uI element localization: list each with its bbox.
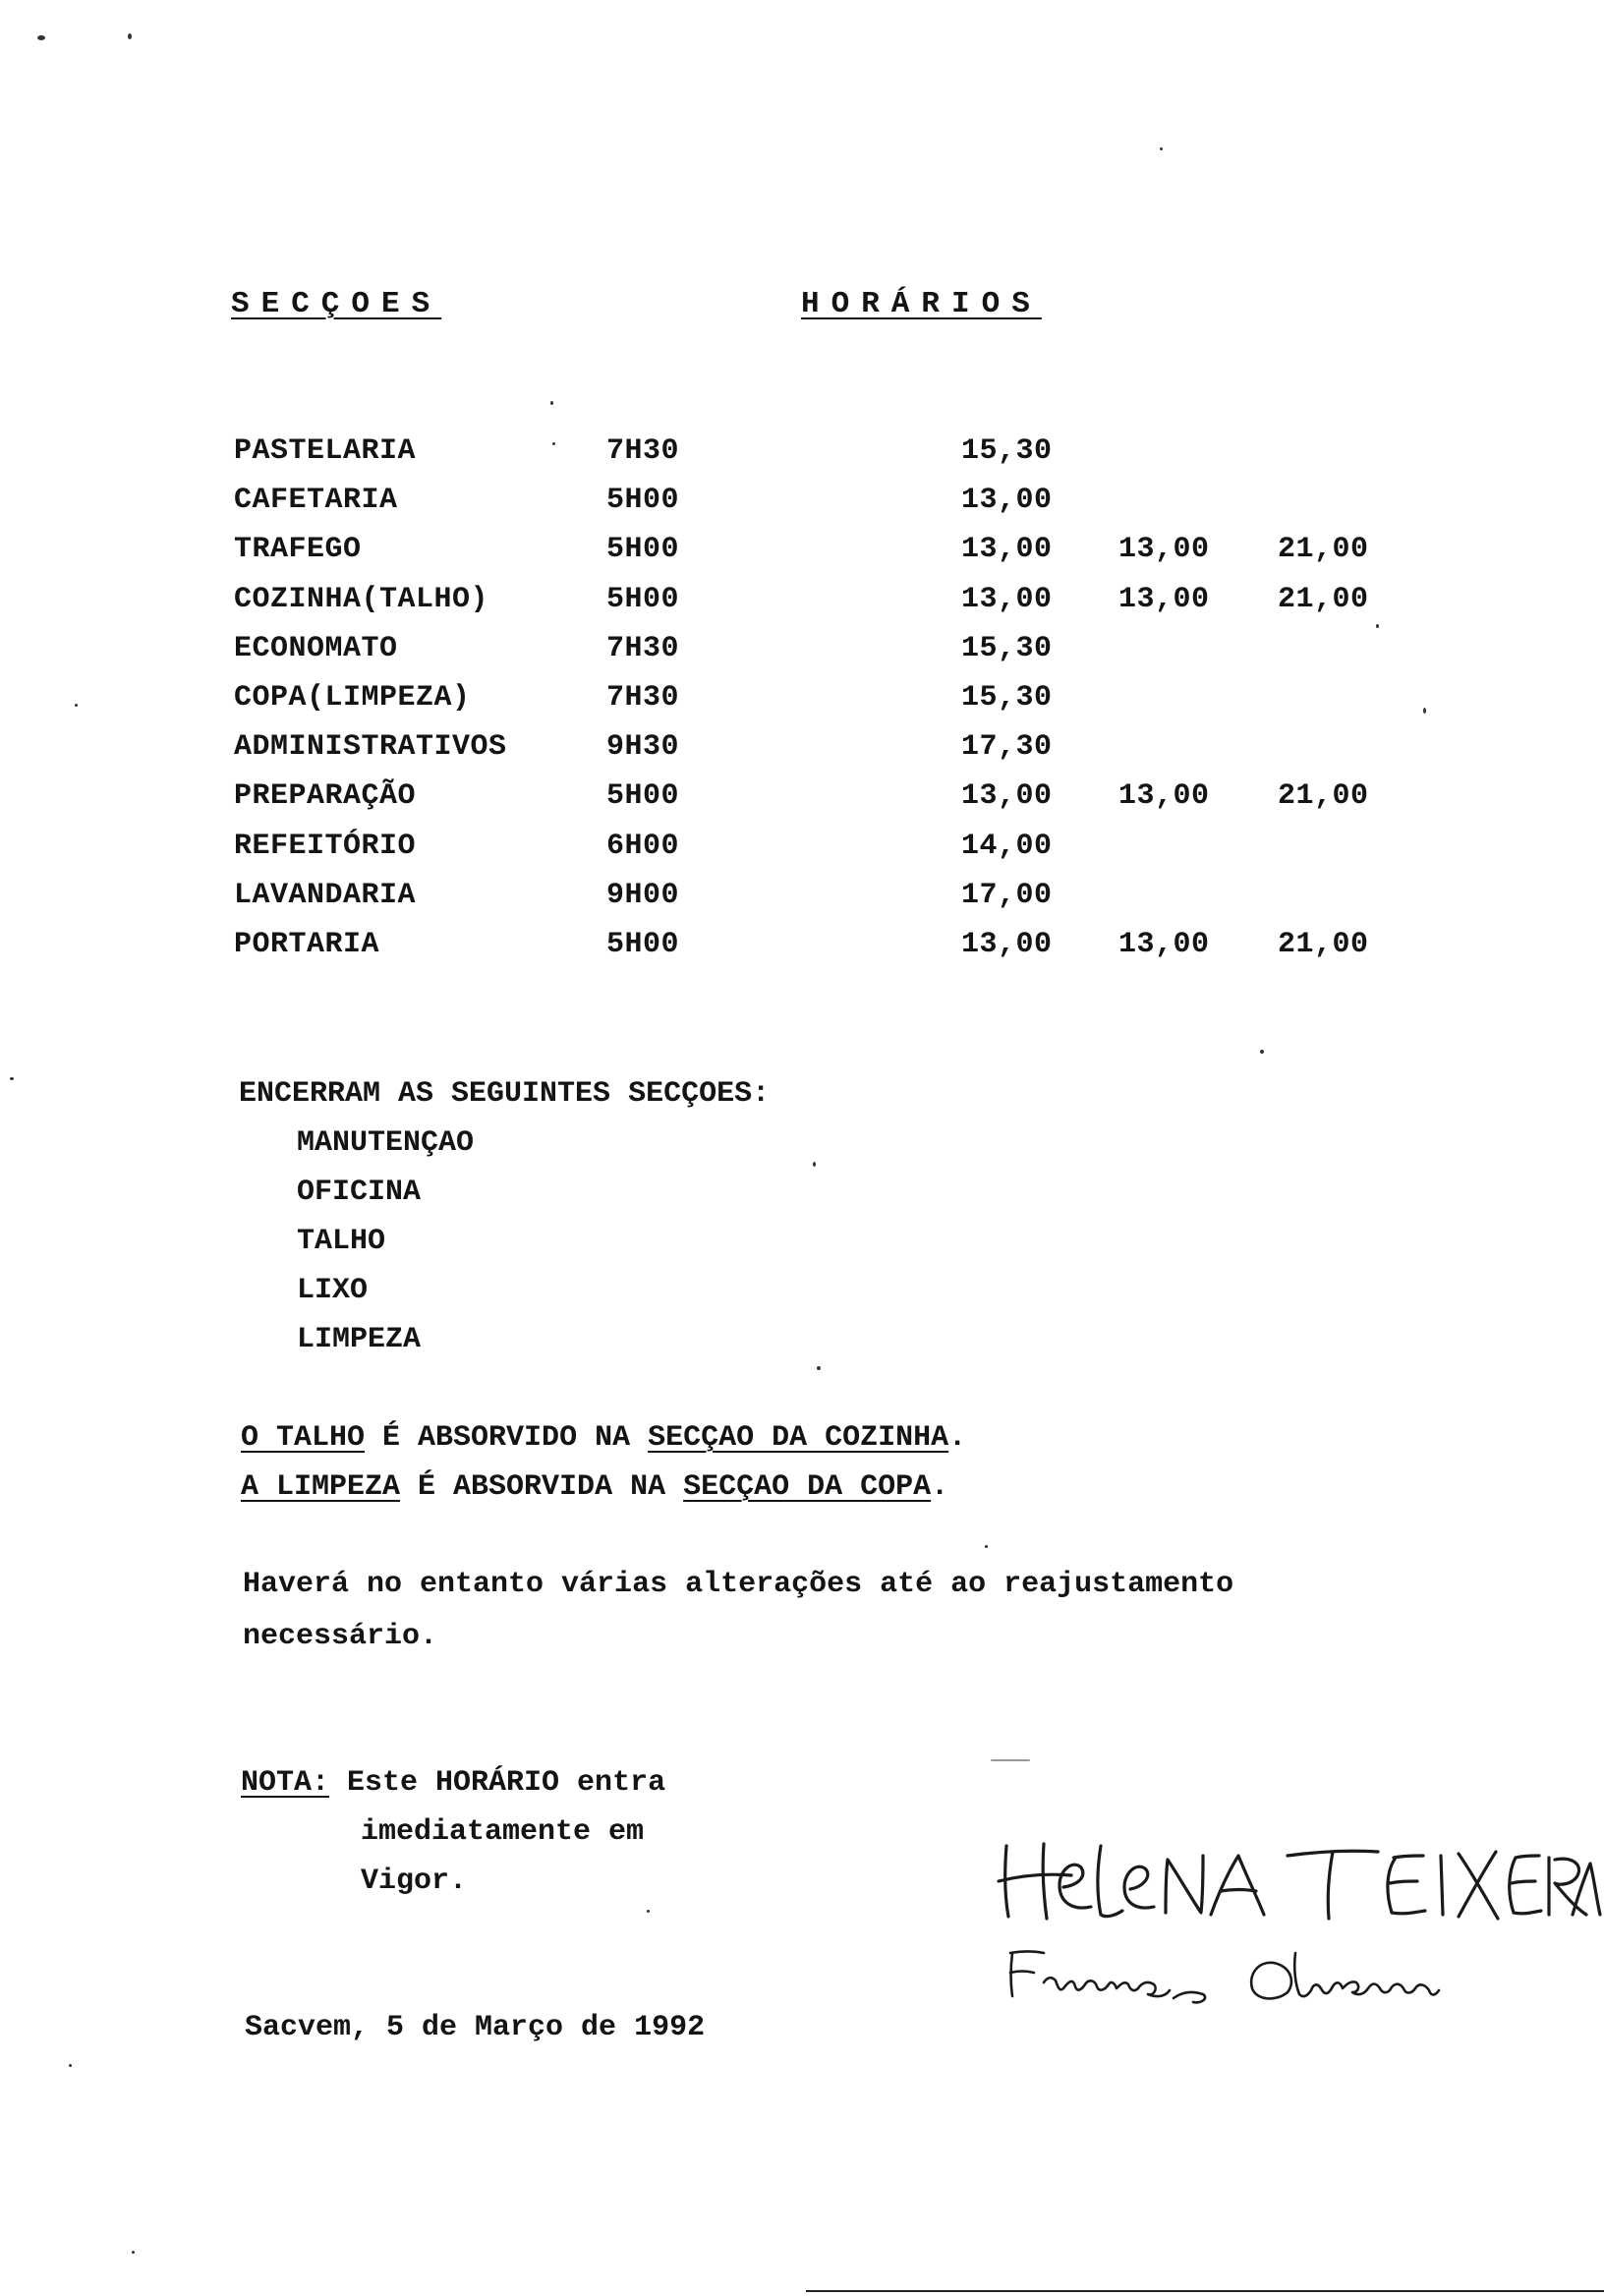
end-time-1: 17,00 <box>961 879 1053 912</box>
end-time-1: 13,00 <box>961 533 1053 566</box>
section-name: ECONOMATO <box>234 632 398 665</box>
end-time-2: 13,00 <box>1118 779 1210 813</box>
start-time: 5H00 <box>606 533 680 566</box>
scan-speck <box>69 2064 72 2067</box>
end-time-3: 21,00 <box>1278 583 1369 616</box>
start-time: 7H30 <box>606 632 680 665</box>
start-time: 7H30 <box>606 681 680 715</box>
end-time-2: 13,00 <box>1118 583 1210 616</box>
end-time-1: 13,00 <box>961 779 1053 813</box>
end-time-3: 21,00 <box>1278 779 1369 813</box>
end-time-1: 15,30 <box>961 632 1053 665</box>
scan-speck <box>552 442 555 445</box>
end-time-3: 21,00 <box>1278 928 1369 961</box>
scan-speck <box>132 2251 135 2254</box>
absorption-line-2 <box>241 1463 948 1512</box>
scan-speck <box>1423 708 1426 714</box>
note-line-3: Vigor. <box>361 1865 468 1898</box>
note-label: NOTA: <box>241 1766 330 1800</box>
end-time-1: 13,00 <box>961 928 1053 961</box>
sections-header: SECÇOES <box>231 287 442 321</box>
section-name: PREPARAÇÃO <box>234 779 417 813</box>
changes-line-2: necessário. <box>243 1620 438 1653</box>
section-name: COPA(LIMPEZA) <box>234 681 471 715</box>
scan-speck <box>1260 1050 1264 1054</box>
end-time-2: 13,00 <box>1118 928 1210 961</box>
end-time-3: 21,00 <box>1278 533 1369 566</box>
scan-speck <box>128 33 132 39</box>
scan-speck <box>985 1545 988 1548</box>
end-time-1: 17,30 <box>961 730 1053 764</box>
start-time: 6H00 <box>606 830 680 863</box>
scan-speck <box>1376 624 1379 628</box>
absorption-1-verb: É ABSORVIDO NA <box>365 1421 649 1455</box>
scan-speck <box>647 1910 650 1913</box>
end-time-1: 15,30 <box>961 681 1053 715</box>
closing-heading: ENCERRAM AS SEGUINTES SECÇOES: <box>239 1077 771 1111</box>
end-time-1: 13,00 <box>961 484 1053 517</box>
scan-speck <box>991 1759 1030 1761</box>
scan-speck <box>813 1162 816 1167</box>
start-time: 9H30 <box>606 730 680 764</box>
section-name: LAVANDARIA <box>234 879 417 912</box>
end-time-1: 13,00 <box>961 583 1053 616</box>
scan-speck <box>550 401 553 405</box>
date-line: Sacvem, 5 de Março de 1992 <box>245 2011 706 2044</box>
section-name: PASTELARIA <box>234 434 417 468</box>
section-name: COZINHA(TALHO) <box>234 583 489 616</box>
closing-item: TALHO <box>297 1225 386 1258</box>
closing-item: LIXO <box>297 1274 369 1307</box>
page-edge-line <box>806 2290 1604 2292</box>
end-time-2: 13,00 <box>1118 533 1210 566</box>
closing-item: OFICINA <box>297 1176 422 1209</box>
start-time: 5H00 <box>606 779 680 813</box>
note-line-2: imediatamente em <box>361 1815 645 1849</box>
section-name: ADMINISTRATIVOS <box>234 730 507 764</box>
section-name: REFEITÓRIO <box>234 830 417 863</box>
absorption-line-1 <box>241 1413 966 1463</box>
closing-item: MANUTENÇAO <box>297 1126 475 1160</box>
scan-speck <box>10 1077 14 1080</box>
changes-line-1: Haverá no entanto várias alterações até ao reajustamento <box>243 1568 1234 1601</box>
absorption-1-end: . <box>948 1421 967 1455</box>
absorption-2-target: SECÇAO DA COPA <box>683 1470 932 1504</box>
scan-speck <box>37 35 45 40</box>
absorption-2-subject: A LIMPEZA <box>241 1470 401 1504</box>
section-name: TRAFEGO <box>234 533 362 566</box>
absorption-2-verb: É ABSORVIDA NA <box>400 1470 684 1504</box>
scan-speck <box>1160 147 1163 150</box>
signature-helena-teixeira <box>993 1816 1602 1934</box>
start-time: 5H00 <box>606 928 680 961</box>
scan-speck <box>817 1366 821 1370</box>
scan-speck <box>75 704 78 707</box>
section-name: PORTARIA <box>234 928 380 961</box>
hours-header: HORÁRIOS <box>801 287 1042 321</box>
start-time: 5H00 <box>606 484 680 517</box>
start-time: 7H30 <box>606 434 680 468</box>
closing-item: LIMPEZA <box>297 1323 422 1356</box>
note-text-1: Este HORÁRIO entra <box>329 1766 666 1800</box>
absorption-1-subject: O TALHO <box>241 1421 366 1455</box>
end-time-1: 15,30 <box>961 434 1053 468</box>
absorption-2-end: . <box>931 1470 949 1504</box>
absorption-1-target: SECÇAO DA COZINHA <box>648 1421 949 1455</box>
signature-francisco-oliveira <box>1001 1941 1443 2010</box>
section-name: CAFETARIA <box>234 484 398 517</box>
start-time: 9H00 <box>606 879 680 912</box>
start-time: 5H00 <box>606 583 680 616</box>
end-time-1: 14,00 <box>961 830 1053 863</box>
note-line-1 <box>241 1758 665 1808</box>
